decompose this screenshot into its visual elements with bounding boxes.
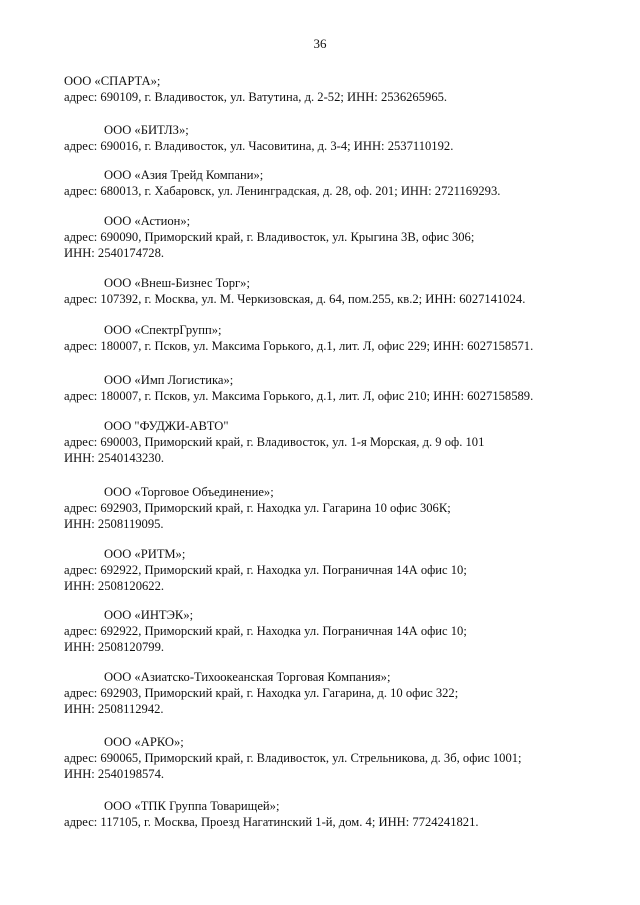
company-entry xyxy=(0,798,640,830)
company-address: адрес: 692922, Приморский край, г. Находка ул. Пограничная 14А офис 10; xyxy=(64,563,467,577)
company-entry xyxy=(0,484,640,532)
company-name: ООО «Торговое Объединение»; xyxy=(104,485,274,499)
company-name: ООО «Имп Логистика»; xyxy=(104,373,234,387)
company-address: адрес: 180007, г. Псков, ул. Максима Горького, д.1, лит. Л, офис 210; ИНН: 6027158589. xyxy=(64,389,534,403)
company-address: адрес: 692922, Приморский край, г. Находка ул. Пограничная 14А офис 10; xyxy=(64,624,467,638)
company-name: ООО "ФУДЖИ-АВТО" xyxy=(104,419,229,433)
company-name: ООО «БИТЛЗ»; xyxy=(104,123,189,137)
company-inn: ИНН: 2508120622. xyxy=(64,579,165,593)
company-entry xyxy=(0,167,640,199)
company-inn: ИНН: 2540143230. xyxy=(64,451,165,465)
company-name: ООО «ТПК Группа Товарищей»; xyxy=(104,799,280,813)
company-name: ООО «Азиатско-Тихоокеанская Торговая Компания»; xyxy=(104,670,391,684)
company-address: адрес: 690109, г. Владивосток, ул. Ватутина, д. 2-52; ИНН: 2536265965. xyxy=(64,90,448,104)
company-entry xyxy=(0,213,640,261)
company-entry xyxy=(0,607,640,655)
page-number: 36 xyxy=(313,36,327,51)
company-name: ООО «Астион»; xyxy=(104,214,191,228)
company-address: адрес: 690090, Приморский край, г. Владивосток, ул. Крыгина 3В, офис 306; xyxy=(64,230,475,244)
company-entry xyxy=(0,73,640,105)
company-entry xyxy=(0,734,640,782)
company-address: адрес: 690003, Приморский край, г. Владивосток, ул. 1-я Морская, д. 9 оф. 101 xyxy=(64,435,485,449)
company-name: ООО «ИНТЭК»; xyxy=(104,608,194,622)
company-entry xyxy=(0,275,640,307)
company-address: адрес: 107392, г. Москва, ул. М. Черкизовская, д. 64, пом.255, кв.2; ИНН: 6027141024. xyxy=(64,292,526,306)
company-address: адрес: 692903, Приморский край, г. Находка ул. Гагарина, д. 10 офис 322; xyxy=(64,686,459,700)
company-name: ООО «РИТМ»; xyxy=(104,547,186,561)
company-address: адрес: 680013, г. Хабаровск, ул. Ленинградская, д. 28, оф. 201; ИНН: 2721169293. xyxy=(64,184,501,198)
company-inn: ИНН: 2508112942. xyxy=(64,702,164,716)
company-entry xyxy=(0,669,640,717)
company-entry xyxy=(0,546,640,594)
company-name: ООО «СПАРТА»; xyxy=(64,74,161,88)
company-inn: ИНН: 2540198574. xyxy=(64,767,165,781)
company-address: адрес: 690016, г. Владивосток, ул. Часовитина, д. 3-4; ИНН: 2537110192. xyxy=(64,139,454,153)
company-name: ООО «АРКО»; xyxy=(104,735,184,749)
company-inn: ИНН: 2540174728. xyxy=(64,246,165,260)
company-address: адрес: 692903, Приморский край, г. Находка ул. Гагарина 10 офис 306К; xyxy=(64,501,451,515)
company-entry xyxy=(0,418,640,466)
company-inn: ИНН: 2508120799. xyxy=(64,640,165,654)
company-entry xyxy=(0,322,640,354)
company-name: ООО «Внеш-Бизнес Торг»; xyxy=(104,276,250,290)
company-entry xyxy=(0,122,640,154)
company-inn: ИНН: 2508119095. xyxy=(64,517,164,531)
company-entry xyxy=(0,372,640,404)
company-address: адрес: 117105, г. Москва, Проезд Нагатинский 1-й, дом. 4; ИНН: 7724241821. xyxy=(64,815,479,829)
company-address: адрес: 690065, Приморский край, г. Владивосток, ул. Стрельникова, д. 3б, офис 1001; xyxy=(64,751,522,765)
company-name: ООО «СпектрГрупп»; xyxy=(104,323,222,337)
company-address: адрес: 180007, г. Псков, ул. Максима Горького, д.1, лит. Л, офис 229; ИНН: 6027158571. xyxy=(64,339,534,353)
company-name: ООО «Азия Трейд Компани»; xyxy=(104,168,264,182)
